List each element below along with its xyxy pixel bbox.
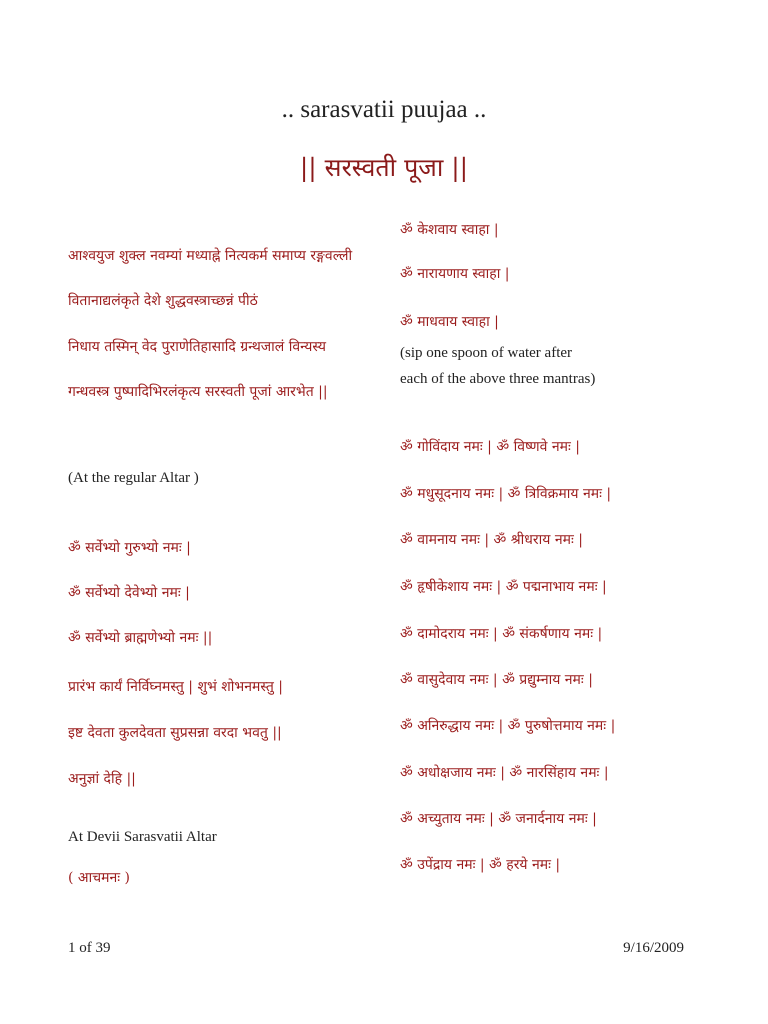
intro-line: गन्धवस्त्र पुष्पादिभिरलंकृत्य सरस्वती पूजां आरभेत || (68, 384, 328, 400)
page-title: .. sarasvatii puujaa .. (281, 96, 487, 123)
namah-mantra: ॐ गोविंदाय नमः | ॐ विष्णवे नमः | (400, 439, 580, 455)
achamana-label: ( आचमनः ) (68, 870, 130, 886)
intro-line: वितानाद्यलंकृते देशे शुद्धवस्त्राच्छन्नं पीठं (68, 293, 258, 309)
intro-line: निधाय तस्मिन् वेद पुराणेतिहासादि ग्रन्थजालं विन्यस्य (68, 339, 326, 355)
altar-mantra: इष्ट देवता कुलदेवता सुप्रसन्ना वरदा भवतु || (68, 725, 282, 741)
altar-mantra: प्रारंभ कार्यं निर्विघ्नमस्तु | शुभं शोभनमस्तु | (68, 679, 283, 695)
namah-mantra: ॐ दामोदराय नमः | ॐ संकर्षणाय नमः | (400, 626, 603, 642)
devi-altar-heading: At Devii Sarasvatii Altar (68, 829, 217, 845)
sip-note: (sip one spoon of water after (400, 345, 573, 361)
intro-line: आश्वयुज शुक्ल नवम्यां मध्याह्ने नित्यकर्म समाप्य रङ्गवल्ली (68, 248, 353, 264)
namah-mantra: ॐ मधुसूदनाय नमः | ॐ त्रिविक्रमाय नमः | (400, 486, 612, 502)
altar-mantra: ॐ सर्वेभ्यो देवेभ्यो नमः | (68, 585, 190, 601)
altar-mantra: ॐ सर्वेभ्यो गुरुभ्यो नमः | (68, 540, 191, 556)
namah-mantra: ॐ अच्युताय नमः | ॐ जनार्दनाय नमः | (400, 811, 597, 827)
altar-mantra: ॐ सर्वेभ्यो ब्राह्मणेभ्यो नमः || (68, 630, 213, 646)
devanagari-title: || सरस्वती पूजा || (299, 153, 469, 182)
namah-mantra: ॐ वासुदेवाय नमः | ॐ प्रद्युम्नाय नमः | (400, 672, 593, 688)
namah-mantra: ॐ उपेंद्राय नमः | ॐ हरये नमः | (400, 857, 561, 873)
altar-mantra: अनुज्ञां देहि || (68, 771, 136, 787)
page-number: 1 of 39 (68, 940, 111, 956)
altar-note: (At the regular Altar ) (68, 470, 199, 486)
namah-mantra: ॐ हृषीकेशाय नमः | ॐ पद्मनाभाय नमः | (400, 579, 607, 595)
page-date: 9/16/2009 (623, 940, 684, 956)
swaha-mantra: ॐ नारायणाय स्वाहा | (400, 266, 510, 282)
sip-note: each of the above three mantras) (400, 371, 596, 387)
swaha-mantra: ॐ माधवाय स्वाहा | (400, 314, 499, 330)
swaha-mantra: ॐ केशवाय स्वाहा | (400, 222, 499, 238)
namah-mantra: ॐ अधोक्षजाय नमः | ॐ नारसिंहाय नमः | (400, 765, 609, 781)
namah-mantra: ॐ वामनाय नमः | ॐ श्रीधराय नमः | (400, 532, 583, 548)
namah-mantra: ॐ अनिरुद्धाय नमः | ॐ पुरुषोत्तमाय नमः | (400, 718, 616, 734)
